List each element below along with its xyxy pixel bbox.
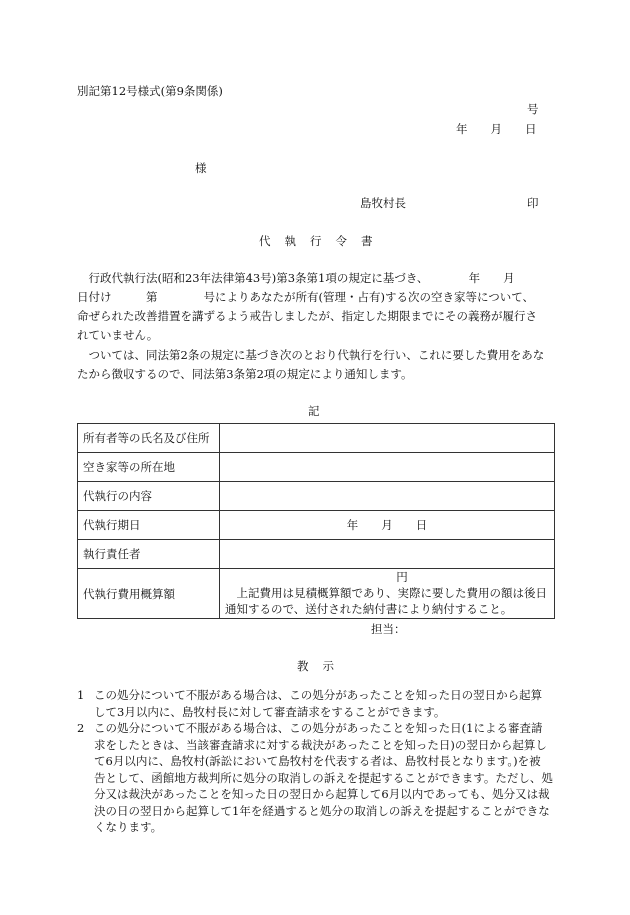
yen-unit: 円 bbox=[396, 570, 408, 584]
issue-date: 年 月 日 bbox=[456, 122, 537, 136]
ki-label: 記 bbox=[308, 404, 320, 418]
property-location-value bbox=[220, 453, 555, 482]
table-row bbox=[78, 511, 555, 540]
note-line: くなります。 bbox=[94, 820, 163, 834]
execution-date-value: 年 月 日 bbox=[220, 511, 555, 540]
note-text bbox=[94, 687, 557, 720]
estimated-cost-label: 代執行費用概算額 bbox=[78, 569, 220, 619]
note-line: して3月以内に、島牧村長に対して審査請求をすることができます。 bbox=[94, 704, 446, 719]
note-line: て6月以内に、島牧村(訴訟において島牧村を代表する者は、島牧村長となります。)を被 bbox=[94, 754, 541, 768]
form-reference: 別記第12号様式(第9条関係) bbox=[77, 84, 223, 98]
execution-content-label: 代執行の内容 bbox=[78, 482, 220, 511]
instruction-notes bbox=[77, 687, 557, 836]
note-number: 2 bbox=[77, 721, 85, 735]
document-number-label: 号 bbox=[527, 102, 539, 116]
note-line: この処分について不服がある場合は、この処分があったことを知った日の翌日から起算 bbox=[94, 688, 543, 702]
note-line: 求をしたときは、当該審査請求に対する裁決があったことを知った日)の翌日から起算し bbox=[94, 737, 547, 752]
responsible-officer-label: 執行責任者 bbox=[78, 540, 220, 569]
note-item bbox=[77, 687, 557, 720]
body-line: たから徴収するので、同法第3条第2項の規定により通知します。 bbox=[77, 367, 413, 381]
note-line: 分又は裁決があったことを知った日の翌日から起算して6月以内であっても、処分又は裁 bbox=[94, 787, 550, 801]
table-row bbox=[78, 569, 555, 619]
execution-details-table bbox=[77, 423, 555, 619]
addressee-honorific: 様 bbox=[195, 161, 207, 175]
note-text bbox=[94, 720, 557, 836]
note-number: 1 bbox=[77, 688, 85, 702]
note-line: 告として、函館地方裁判所に処分の取消しの訴えを提起することができます。ただし、処 bbox=[94, 770, 553, 785]
owner-name-address-value bbox=[220, 424, 555, 453]
document-title: 代執行令書 bbox=[259, 234, 387, 248]
table-row bbox=[78, 540, 555, 569]
execution-date-label: 代執行期日 bbox=[78, 511, 220, 540]
body-line: ついては、同法第2条の規定に基づき次のとおり代執行を行い、これに要した費用をあな bbox=[77, 348, 545, 362]
body-paragraph-2 bbox=[77, 346, 557, 384]
issuer-name: 島牧村長 bbox=[360, 196, 406, 210]
note-line: 決の日の翌日から起算して1年を経過すると処分の取消しの訴えを提起することができな bbox=[94, 803, 550, 818]
body-line: 日付け 第 号によりあなたが所有(管理・占有)する次の空き家等について、 bbox=[77, 290, 535, 304]
instruction-title: 教示 bbox=[297, 659, 348, 673]
body-line: 行政代執行法(昭和23年法律第43号)第3条第1項の規定に基づき、 年 月 bbox=[77, 271, 515, 285]
body-line: 命ぜられた改善措置を講ずるよう戒告しましたが、指定した期限までにその義務が履行さ bbox=[77, 309, 537, 323]
estimated-cost-cell bbox=[220, 569, 555, 619]
seal-mark: 印 bbox=[527, 196, 539, 210]
owner-name-address-label: 所有者等の氏名及び住所 bbox=[78, 424, 220, 453]
note-line: この処分について不服がある場合は、この処分があったことを知った日(1による審査請 bbox=[94, 721, 543, 735]
contact-label: 担当： bbox=[371, 622, 406, 636]
execution-content-value bbox=[220, 482, 555, 511]
cost-note: 上記費用は見積概算額であり、実際に要した費用の額は後日通知するので、送付された納付書により納付すること。 bbox=[225, 586, 547, 616]
body-line: れていません。 bbox=[77, 328, 159, 342]
note-item bbox=[77, 720, 557, 836]
table-row bbox=[78, 424, 555, 453]
responsible-officer-value bbox=[220, 540, 555, 569]
table-row bbox=[78, 482, 555, 511]
body-paragraph-1 bbox=[77, 269, 557, 345]
property-location-label: 空き家等の所在地 bbox=[78, 453, 220, 482]
table-row bbox=[78, 453, 555, 482]
